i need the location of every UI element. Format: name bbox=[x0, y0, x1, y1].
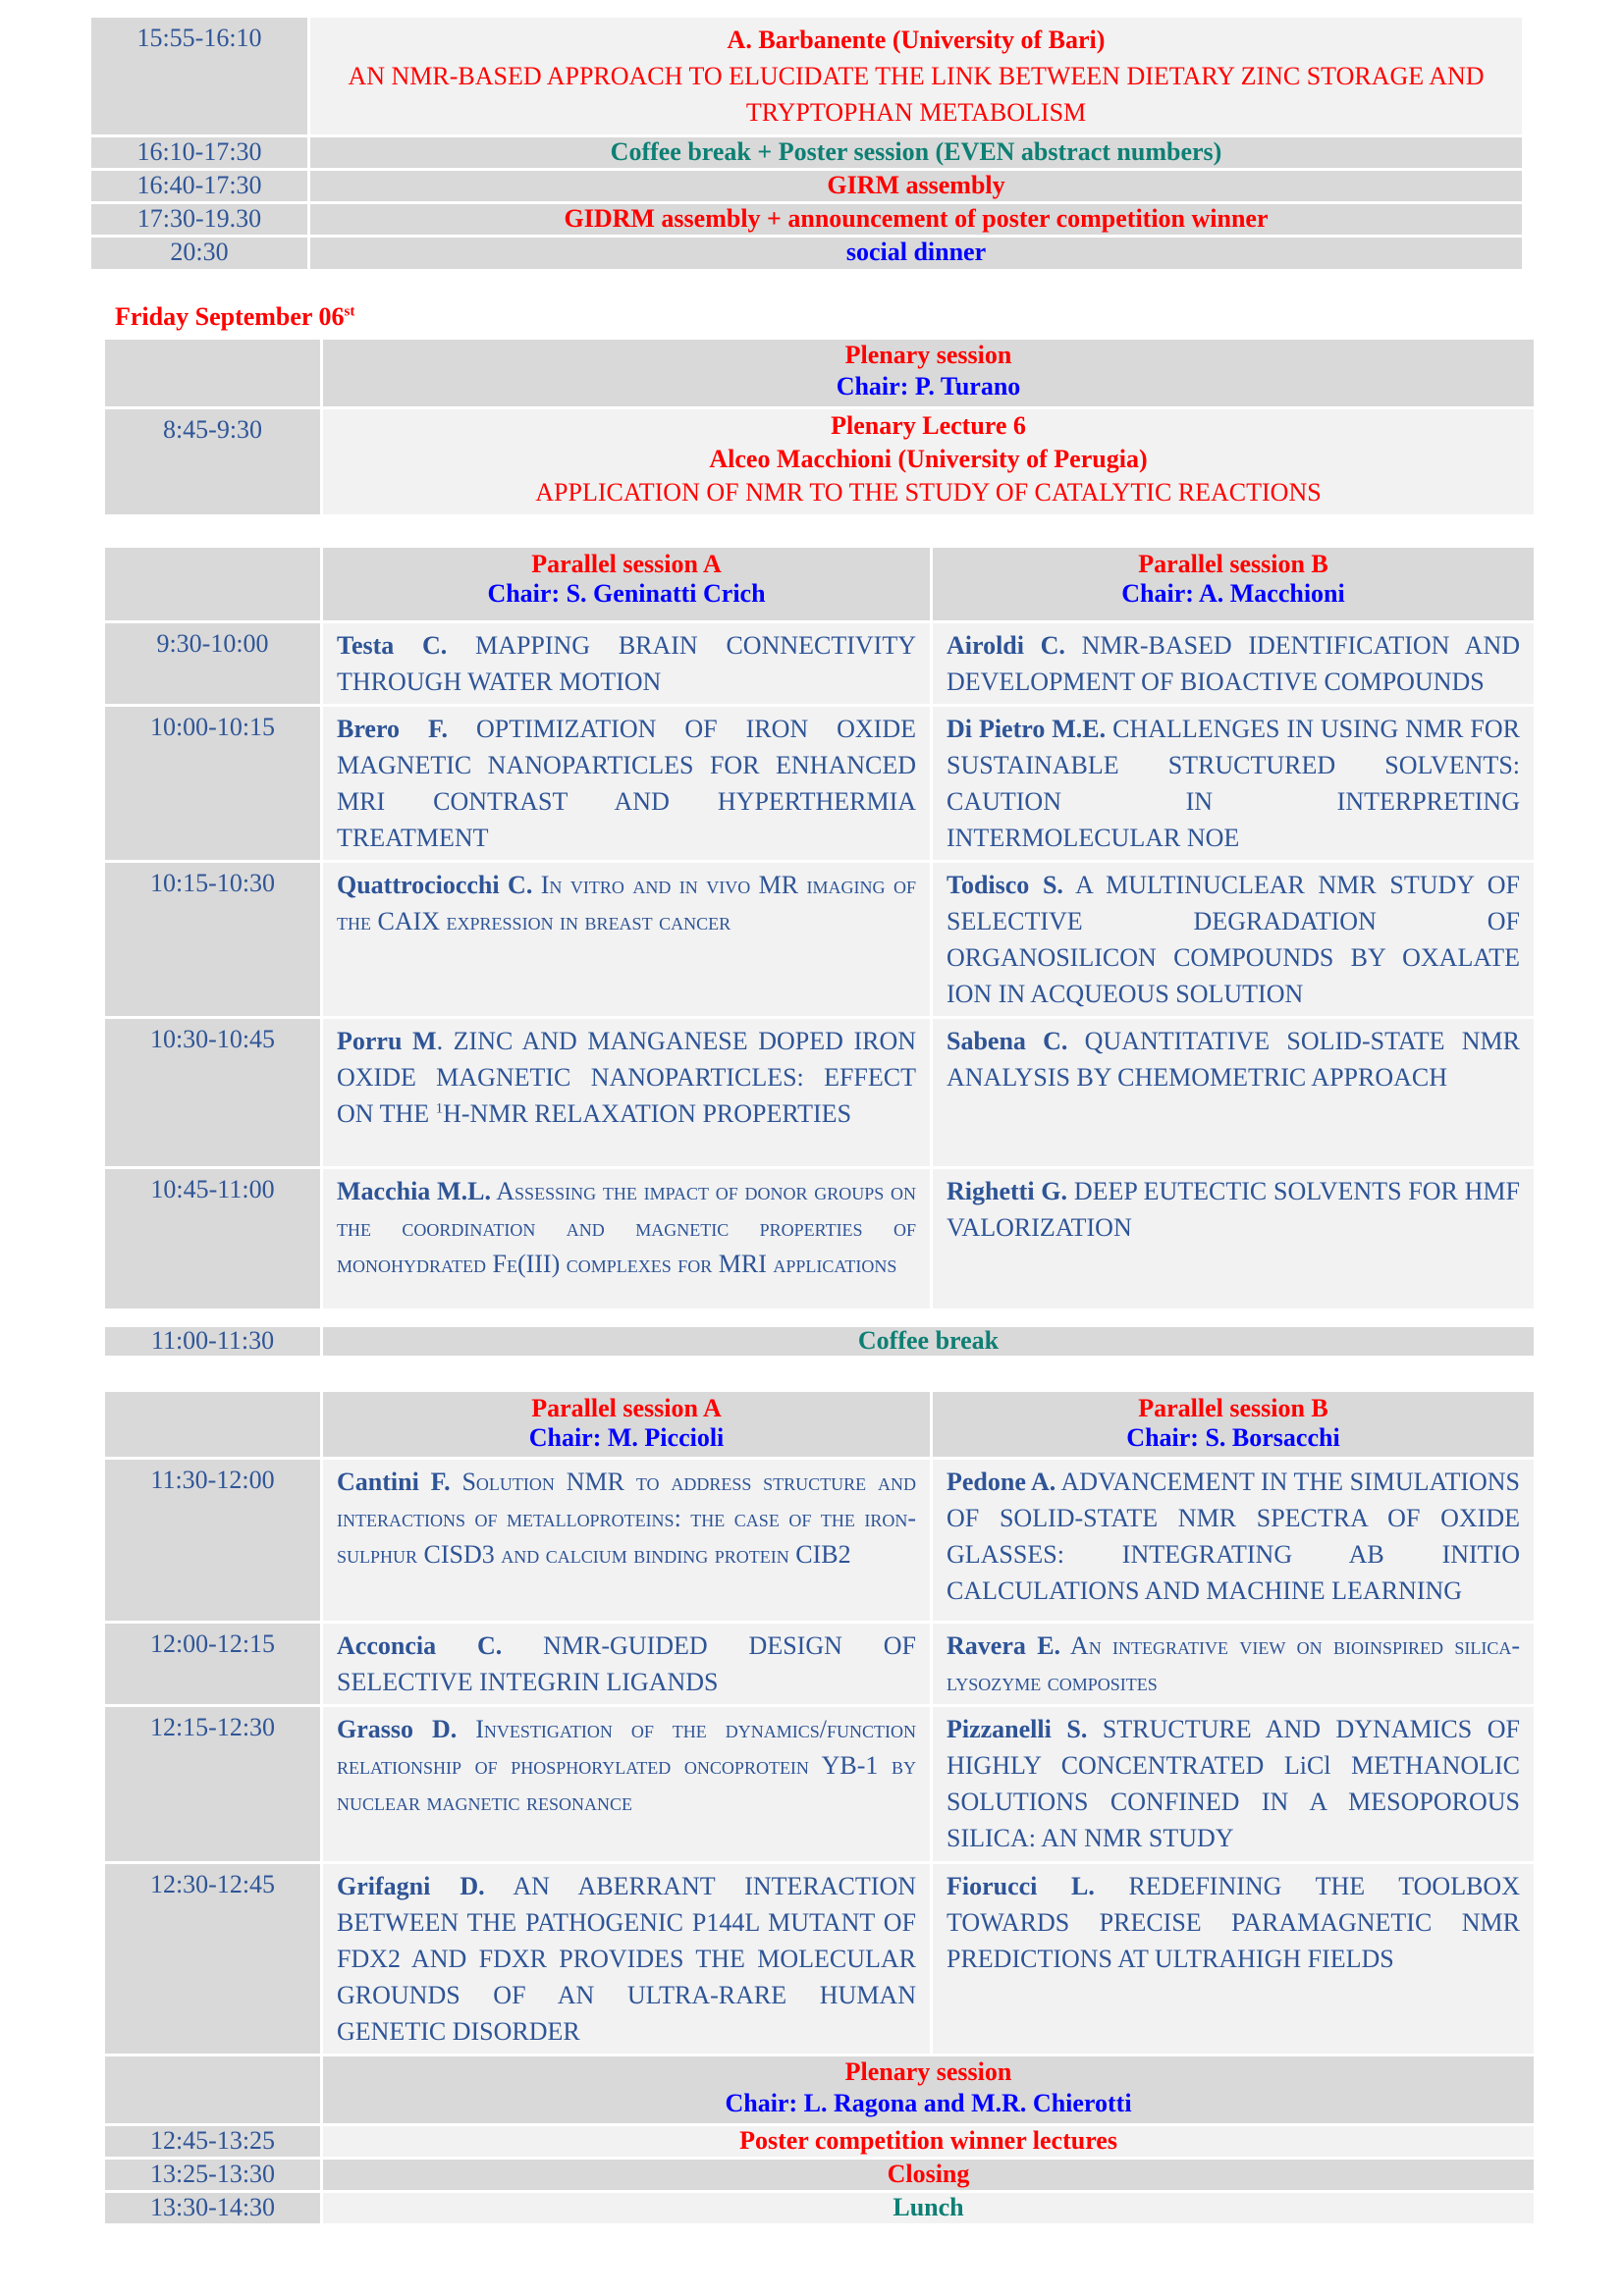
talk-row bbox=[104, 1459, 1536, 1623]
schedule-row bbox=[90, 136, 1524, 170]
talk-title-cont: H-NMR RELAXATION PROPERTIES bbox=[443, 1099, 852, 1128]
talk-row bbox=[104, 862, 1536, 1018]
talk-author: Di Pietro M.E. bbox=[947, 715, 1107, 743]
time-cell: 10:15-10:30 bbox=[104, 862, 322, 1018]
session-title: Parallel session A bbox=[531, 550, 722, 578]
session-chair: Chair: M. Piccioli bbox=[528, 1423, 725, 1452]
coffee-break: Coffee break bbox=[322, 1326, 1536, 1358]
talk-cell-b bbox=[932, 1168, 1536, 1310]
talk-author: Grasso D. bbox=[337, 1715, 458, 1743]
time-cell bbox=[104, 1391, 322, 1459]
talk-cell-a bbox=[322, 622, 932, 706]
time-cell: 17:30-19.30 bbox=[90, 203, 309, 237]
time-cell: 20:30 bbox=[90, 237, 309, 271]
talk-author: Pizzanelli S. bbox=[947, 1715, 1088, 1743]
schedule-row bbox=[90, 237, 1524, 271]
talk-cell-b bbox=[932, 622, 1536, 706]
talk-cell-a bbox=[322, 1863, 932, 2056]
schedule-row bbox=[90, 170, 1524, 203]
session-chair: Chair: L. Ragona and M.R. Chierotti bbox=[725, 2089, 1132, 2117]
talk-author: Macchia M.L. bbox=[337, 1177, 491, 1205]
talk-title: CHALLENGES IN USING NMR FOR SUSTAINABLE STRUCTURED SOLVENTS: CAUTION IN INTERPRETING INTERMOLECULAR NOE bbox=[947, 715, 1520, 852]
schedule-row bbox=[104, 2125, 1536, 2159]
talk-cell-a bbox=[322, 1018, 932, 1168]
time-cell: 16:40-17:30 bbox=[90, 170, 309, 203]
event-text: Coffee break + Poster session (EVEN abstract numbers) bbox=[610, 137, 1222, 166]
session-title: Parallel session A bbox=[531, 1394, 722, 1422]
talk-title: STRUCTURE AND DYNAMICS OF HIGHLY CONCENTRATED LiCl METHANOLIC SOLUTIONS CONFINED IN A MESOPOROUS SILICA: AN NMR STUDY bbox=[947, 1715, 1520, 1852]
talk-row bbox=[104, 622, 1536, 706]
lecture-speaker: Alceo Macchioni (University of Perugia) bbox=[709, 445, 1148, 473]
time-cell: 12:30-12:45 bbox=[104, 1863, 322, 2056]
talk-cell-b bbox=[932, 706, 1536, 862]
time-cell: 12:15-12:30 bbox=[104, 1706, 322, 1863]
talk-author: Testa C. bbox=[337, 631, 448, 660]
talk-author: Righetti G. bbox=[947, 1177, 1068, 1205]
talk-title: A MULTINUCLEAR NMR STUDY OF SELECTIVE DEGRADATION OF ORGANOSILICON COMPOUNDS BY OXALATE ION IN ACQUEOUS SOLUTION bbox=[947, 871, 1520, 1008]
event-cell bbox=[309, 17, 1524, 136]
talk-cell-b bbox=[932, 1018, 1536, 1168]
talk-title: An integrative view on bioinspired silica-lysozyme composites bbox=[947, 1631, 1520, 1696]
talk-cell-b bbox=[932, 1623, 1536, 1706]
talk-title: ADVANCEMENT IN THE SIMULATIONS OF SOLID-STATE NMR SPECTRA OF OXIDE GLASSES: INTEGRATING AB INITIO CALCULATIONS AND MACHINE LEARNING bbox=[947, 1468, 1520, 1605]
time-cell: 15:55-16:10 bbox=[90, 17, 309, 136]
session-title: Parallel session B bbox=[1138, 1394, 1328, 1422]
talk-cell-b bbox=[932, 1706, 1536, 1863]
plenary-lecture bbox=[322, 408, 1536, 516]
session-title: Plenary session bbox=[844, 341, 1012, 369]
talk-title: NMR-GUIDED DESIGN OF SELECTIVE INTEGRIN LIGANDS bbox=[337, 1631, 917, 1696]
time-cell: 9:30-10:00 bbox=[104, 622, 322, 706]
talk-row bbox=[104, 1168, 1536, 1310]
time-cell: 13:30-14:30 bbox=[104, 2192, 322, 2225]
time-cell: 11:00-11:30 bbox=[104, 1326, 322, 1358]
talk-title: MAPPING BRAIN CONNECTIVITY THROUGH WATER MOTION bbox=[337, 631, 916, 696]
talk-row bbox=[104, 1018, 1536, 1168]
talk-title: NMR-BASED IDENTIFICATION AND DEVELOPMENT OF BIOACTIVE COMPOUNDS bbox=[947, 631, 1520, 696]
talk-cell-b bbox=[932, 1459, 1536, 1623]
time-cell: 10:30-10:45 bbox=[104, 1018, 322, 1168]
talk-cell-a bbox=[322, 1706, 932, 1863]
talk-author: Todisco S. bbox=[947, 871, 1063, 899]
parallel-sessions-1-table bbox=[102, 545, 1537, 1311]
talk-author: Cantini F. bbox=[337, 1468, 451, 1496]
time-cell: 13:25-13:30 bbox=[104, 2159, 322, 2192]
time-cell: 11:30-12:00 bbox=[104, 1459, 322, 1623]
talk-cell-a bbox=[322, 862, 932, 1018]
talk-title: Assessing the impact of donor groups on the coordination and magnetic properties of monohydrated Fe(III) complexes for MRI applications bbox=[337, 1177, 916, 1278]
event-cell bbox=[309, 203, 1524, 237]
talk-cell-b bbox=[932, 862, 1536, 1018]
talk-cell-a bbox=[322, 1168, 932, 1310]
talk-author: Grifagni D. bbox=[337, 1872, 485, 1900]
session-b-header bbox=[932, 1391, 1536, 1459]
talk-cell-a bbox=[322, 706, 932, 862]
lecture-title: Plenary Lecture 6 bbox=[831, 411, 1026, 440]
talk-title: . ZINC AND MANGANESE DOPED IRON OXIDE MAGNETIC NANOPARTICLES: EFFECT ON THE bbox=[337, 1027, 917, 1128]
coffee-break-table bbox=[102, 1324, 1537, 1359]
day-label: Friday September 06 bbox=[115, 302, 345, 331]
time-cell: 12:45-13:25 bbox=[104, 2125, 322, 2159]
event-cell: Closing bbox=[322, 2159, 1536, 2192]
talk-title: OPTIMIZATION OF IRON OXIDE MAGNETIC NANOPARTICLES FOR ENHANCED MRI CONTRAST AND HYPERTHERMIA TREATMENT bbox=[337, 715, 916, 852]
schedule-row bbox=[104, 2159, 1536, 2192]
talk-cell-a bbox=[322, 1459, 932, 1623]
time-cell bbox=[104, 339, 322, 408]
talk-author: Quattrociocchi C. bbox=[337, 871, 533, 899]
talk-author: Fiorucci L. bbox=[947, 1872, 1095, 1900]
talk-author: Brero F. bbox=[337, 715, 448, 743]
day-suffix: st bbox=[344, 303, 355, 320]
time-cell: 10:45-11:00 bbox=[104, 1168, 322, 1310]
time-cell: 12:00-12:15 bbox=[104, 1623, 322, 1706]
session-chair: Chair: S. Geninatti Crich bbox=[487, 579, 766, 608]
time-cell bbox=[104, 2056, 322, 2125]
talk-row bbox=[104, 1863, 1536, 2056]
lecture-talk: APPLICATION OF NMR TO THE STUDY OF CATALYTIC REACTIONS bbox=[535, 478, 1322, 507]
event-cell: Lunch bbox=[322, 2192, 1536, 2225]
talk-author: Ravera E. bbox=[947, 1631, 1061, 1660]
session-header bbox=[322, 2056, 1536, 2125]
session-title: Parallel session B bbox=[1138, 550, 1328, 578]
event-cell bbox=[309, 170, 1524, 203]
event-text: social dinner bbox=[845, 238, 987, 266]
schedule-row bbox=[90, 17, 1524, 136]
talk-cell-a bbox=[322, 1623, 932, 1706]
talk-title: REDEFINING THE TOOLBOX TOWARDS PRECISE PARAMAGNETIC NMR PREDICTIONS AT ULTRAHIGH FIELDS bbox=[947, 1872, 1520, 1973]
event-text: GIRM assembly bbox=[827, 171, 1005, 199]
talk-title: In vitro and in vivo MR imaging of the CAIX expression in breast cancer bbox=[337, 871, 917, 935]
talk-author: Acconcia C. bbox=[337, 1631, 503, 1660]
schedule-row bbox=[104, 2192, 1536, 2225]
talk-row bbox=[104, 1623, 1536, 1706]
session-a-header bbox=[322, 1391, 932, 1459]
event-text: AN NMR-BASED APPROACH TO ELUCIDATE THE LINK BETWEEN DIETARY ZINC STORAGE AND TRYPTOPHAN METABOLISM bbox=[348, 62, 1485, 127]
session-a-header bbox=[322, 547, 932, 622]
time-cell: 10:00-10:15 bbox=[104, 706, 322, 862]
talk-author: Sabena C. bbox=[947, 1027, 1068, 1055]
parallel-sessions-2-table bbox=[102, 1389, 1537, 2226]
event-text: GIDRM assembly + announcement of poster competition winner bbox=[564, 204, 1269, 233]
event-cell bbox=[309, 237, 1524, 271]
talk-author: Porru M bbox=[337, 1027, 437, 1055]
session-b-header bbox=[932, 547, 1536, 622]
time-cell: 16:10-17:30 bbox=[90, 136, 309, 170]
talk-author: Pedone A. bbox=[947, 1468, 1056, 1496]
session-title: Plenary session bbox=[844, 2057, 1012, 2086]
closing-header-row bbox=[104, 2056, 1536, 2125]
schedule-row bbox=[90, 203, 1524, 237]
session-chair: Chair: S. Borsacchi bbox=[1126, 1423, 1340, 1452]
talk-title: AN ABERRANT INTERACTION BETWEEN THE PATHOGENIC P144L MUTANT OF FDX2 AND FDXR PROVIDES THE MOLECULAR GROUNDS OF AN ULTRA-RARE HUMAN GENETIC DISORDER bbox=[337, 1872, 916, 2046]
time-cell: 8:45-9:30 bbox=[104, 408, 322, 516]
talk-title-superscript: 1 bbox=[435, 1100, 444, 1117]
session-header-row bbox=[104, 1391, 1536, 1459]
talk-author: Airoldi C. bbox=[947, 631, 1065, 660]
event-text: A. Barbanente (University of Bari) bbox=[727, 26, 1106, 54]
event-cell bbox=[309, 136, 1524, 170]
session-chair: Chair: A. Macchioni bbox=[1121, 579, 1345, 608]
time-cell bbox=[104, 547, 322, 622]
session-header bbox=[322, 339, 1536, 408]
talk-title: DEEP EUTECTIC SOLVENTS FOR HMF VALORIZATION bbox=[947, 1177, 1521, 1242]
plenary-session-table bbox=[102, 337, 1537, 517]
talk-row bbox=[104, 706, 1536, 862]
talk-title: Solution NMR to address structure and interactions of metalloproteins: the case of the iron-sulphur CISD3 and calcium binding protein CIB2 bbox=[337, 1468, 917, 1569]
day-heading bbox=[115, 302, 354, 332]
thursday-schedule-table bbox=[88, 15, 1525, 272]
talk-cell-b bbox=[932, 1863, 1536, 2056]
talk-title: Investigation of the dynamics/function relationship of phosphorylated oncoprotein YB-1 by nuclear magnetic resonance bbox=[337, 1715, 916, 1816]
session-header-row bbox=[104, 547, 1536, 622]
talk-row bbox=[104, 1706, 1536, 1863]
session-chair: Chair: P. Turano bbox=[836, 372, 1021, 400]
event-cell: Poster competition winner lectures bbox=[322, 2125, 1536, 2159]
talk-title: QUANTITATIVE SOLID-STATE NMR ANALYSIS BY CHEMOMETRIC APPROACH bbox=[947, 1027, 1520, 1092]
